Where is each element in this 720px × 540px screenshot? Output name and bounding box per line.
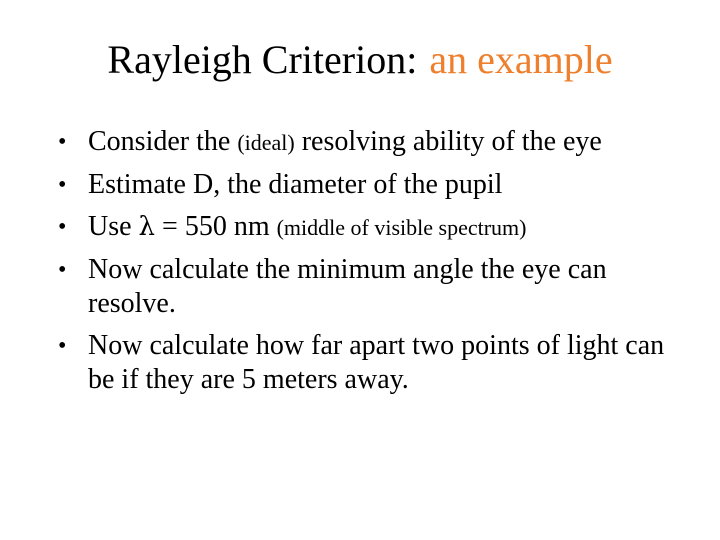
bullet-text-part: resolving ability of the eye (294, 126, 602, 157)
bullet-list (58, 125, 678, 405)
bullet-text: Now calculate how far apart two points of light can be if they are 5 meters away. (88, 330, 665, 395)
bullet-text-part: Consider the (88, 126, 238, 157)
title-main: Rayleigh Criterion: (107, 37, 418, 82)
title-accent: an example (429, 37, 613, 82)
bullet-text: Estimate D, the diameter of the pupil (88, 169, 503, 200)
bullet-small-text: (ideal) (237, 130, 295, 155)
bullet-dot: • (58, 214, 67, 240)
bullet-small-text: (middle of visible spectrum) (276, 215, 527, 240)
bullet-text-part: Use (88, 211, 139, 242)
bullet-dot: • (58, 129, 67, 155)
lambda-symbol: λ (138, 212, 156, 242)
slide-title (0, 34, 720, 86)
bullet-item-minimum-angle (58, 253, 678, 321)
bullet-item-resolving-ability (58, 125, 678, 160)
bullet-item-wavelength (58, 210, 678, 245)
bullet-item-estimate-diameter (58, 168, 678, 202)
bullet-dot: • (58, 257, 67, 283)
bullet-dot: • (58, 172, 67, 198)
bullet-dot: • (58, 333, 67, 359)
bullet-text-part: = 550 nm (155, 211, 277, 242)
bullet-item-distance-apart (58, 329, 678, 397)
bullet-text: Now calculate the minimum angle the eye can resolve. (88, 254, 607, 319)
